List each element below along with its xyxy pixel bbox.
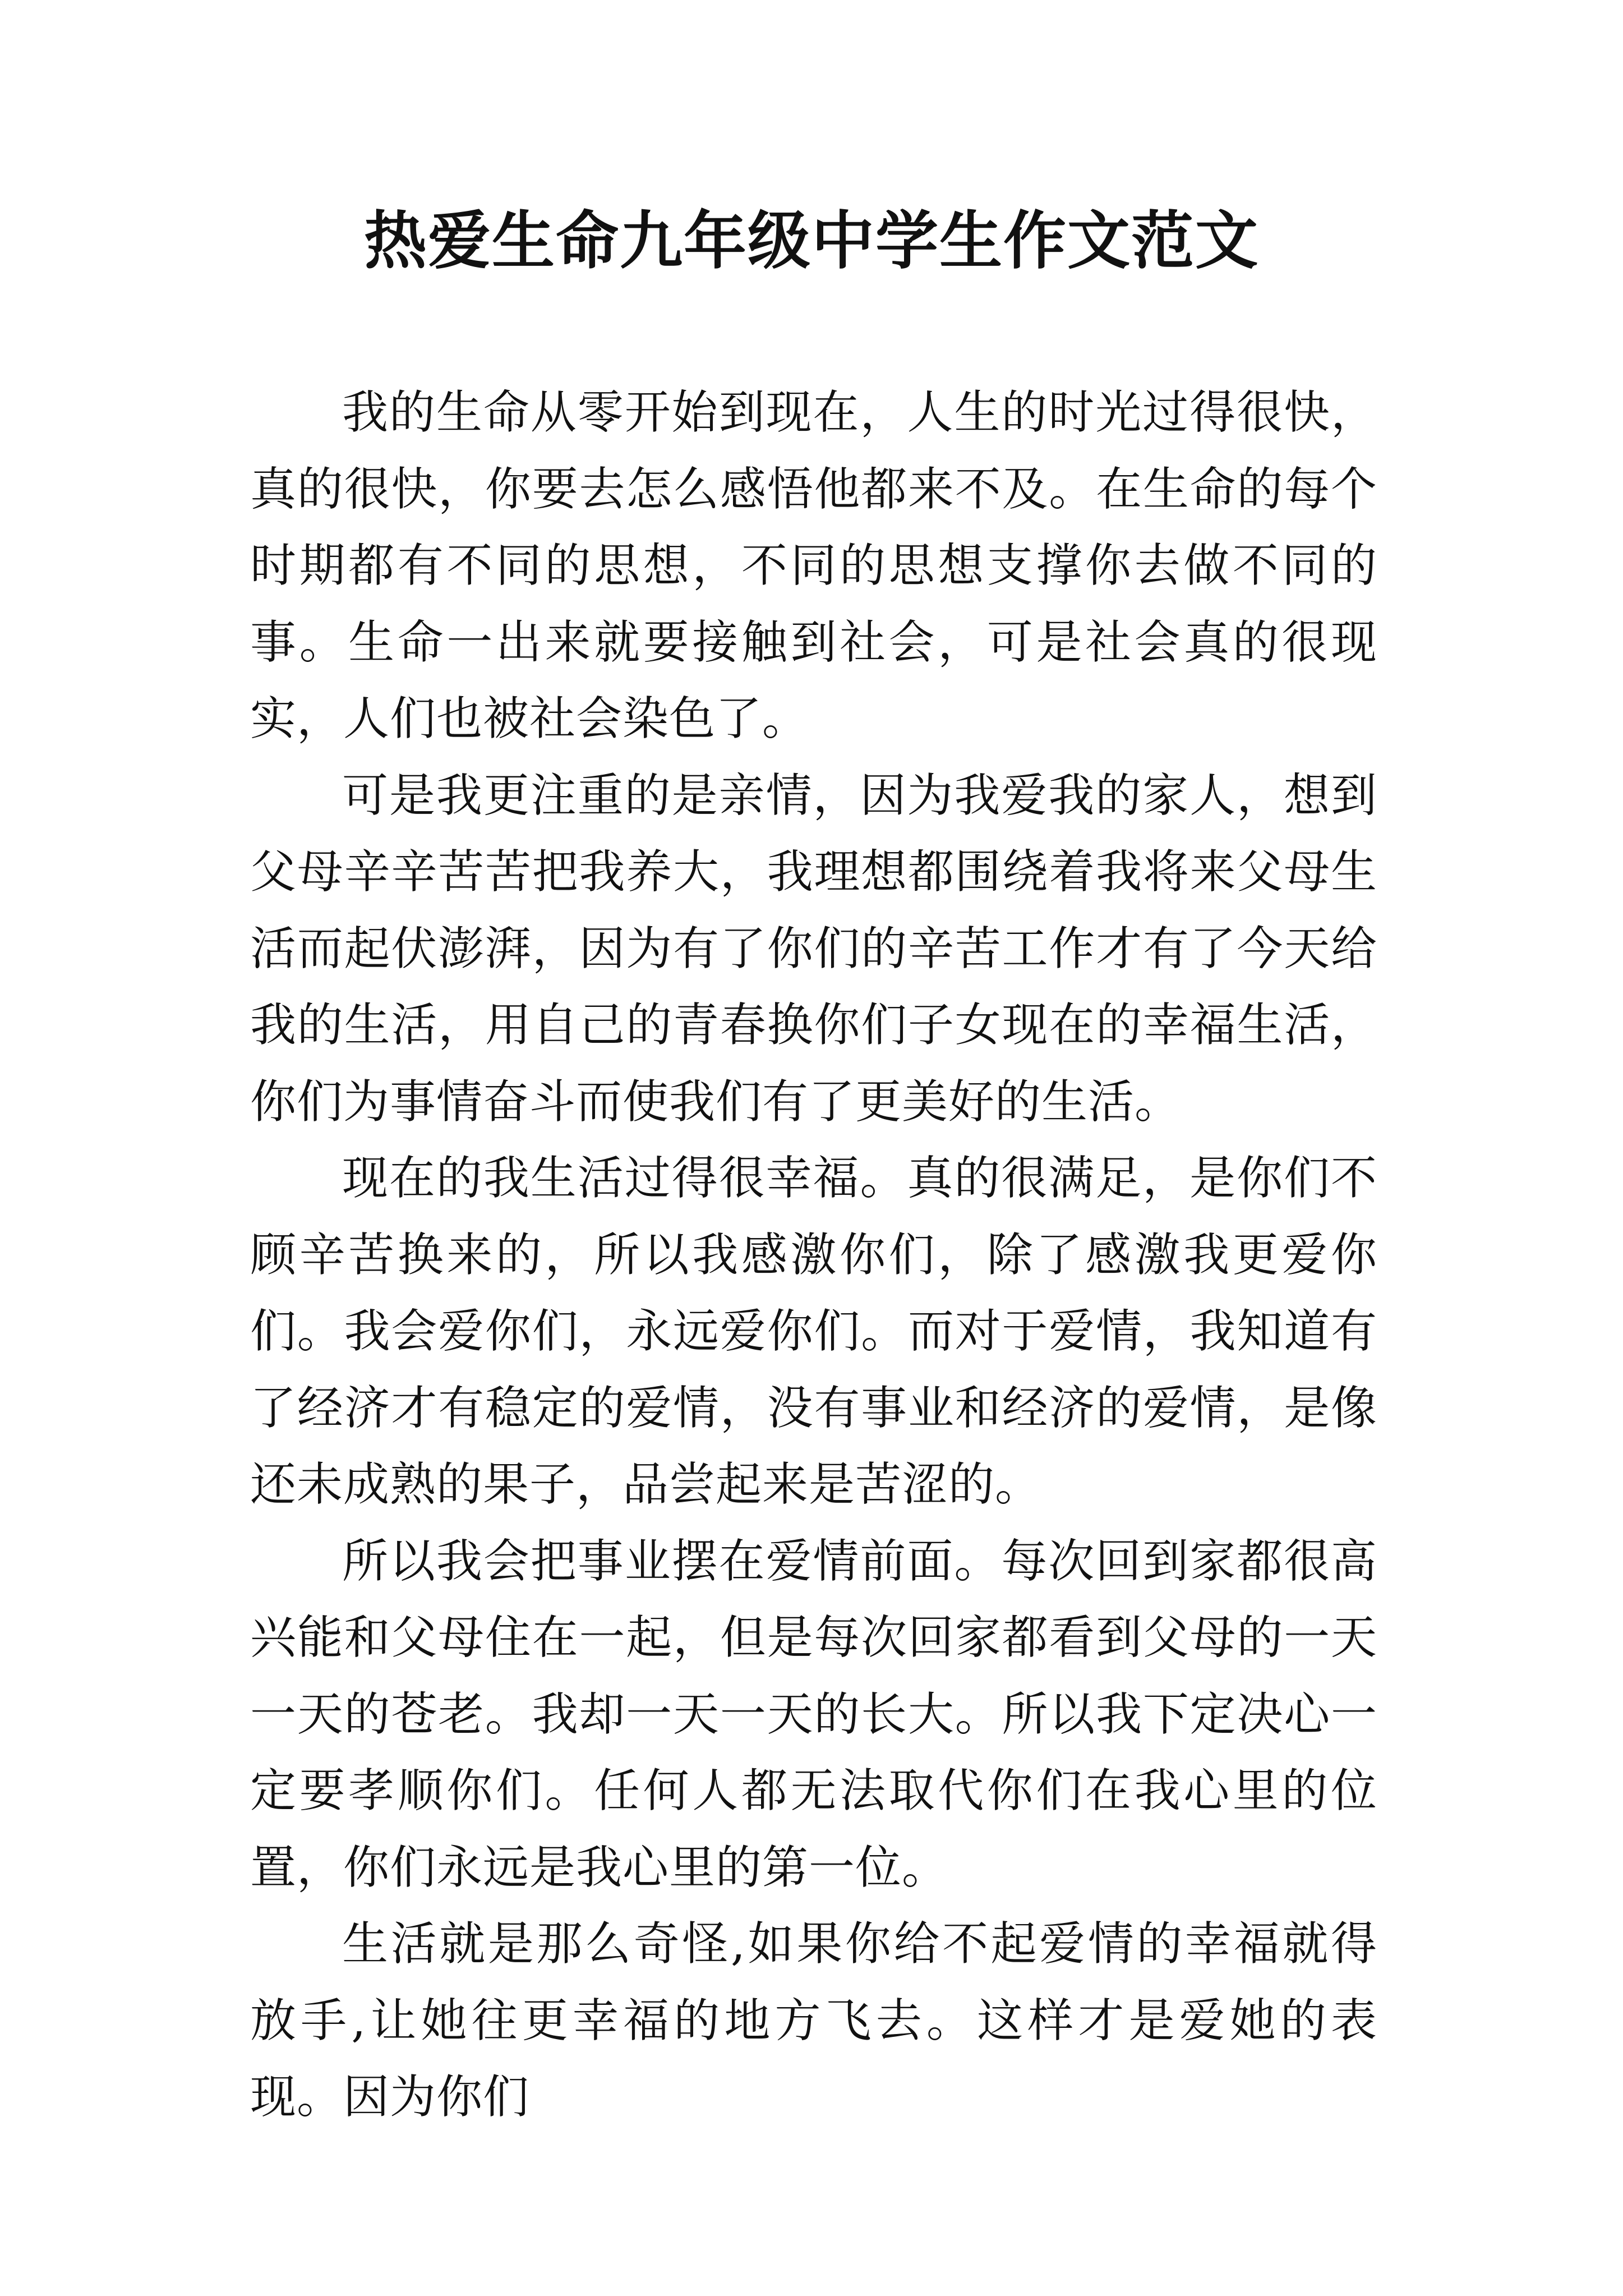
paragraph-1: 我的生命从零开始到现在，人生的时光过得很快，真的很快，你要去怎么感悟他都来不及。在生命的每个时期都有不同的思想，不同的思想支撑你去做不同的事。生命一出来就要接触到社会，可是社会真的很现实，人们也被社会染色了。: [250, 386, 1377, 746]
document-title: 热爱生命九年级中学生作文范文: [364, 204, 1259, 278]
paragraph-2: 可是我更注重的是亲情，因为我爱我的家人，想到父母辛辛苦苦把我养大，我理想都围绕着我将来父母生活而起伏澎湃，因为有了你们的辛苦工作才有了今天给我的生活，用自己的青春换你们子女现在的幸福生活，你们为事情奋斗而使我们有了更美好的生活。: [250, 769, 1377, 1129]
paragraph-3: 现在的我生活过得很幸福。真的很满足，是你们不顾辛苦换来的，所以我感激你们，除了感激我更爱你们。我会爱你们，永远爱你们。而对于爱情，我知道有了经济才有稳定的爱情，没有事业和经济的爱情，是像还未成熟的果子，品尝起来是苦涩的。: [250, 1152, 1377, 1511]
document-body: [250, 375, 1377, 2136]
paragraph-4: 所以我会把事业摆在爱情前面。每次回到家都很高兴能和父母住在一起，但是每次回家都看到父母的一天一天的苍老。我却一天一天的长大。所以我下定决心一定要孝顺你们。任何人都无法取代你们在我心里的位置，你们永远是我心里的第一位。: [250, 1534, 1377, 1894]
paragraph-5: 生活就是那么奇怪,如果你给不起爱情的幸福就得放手,让她往更幸福的地方飞去。这样才是爱她的表现。因为你们: [250, 1917, 1377, 2124]
